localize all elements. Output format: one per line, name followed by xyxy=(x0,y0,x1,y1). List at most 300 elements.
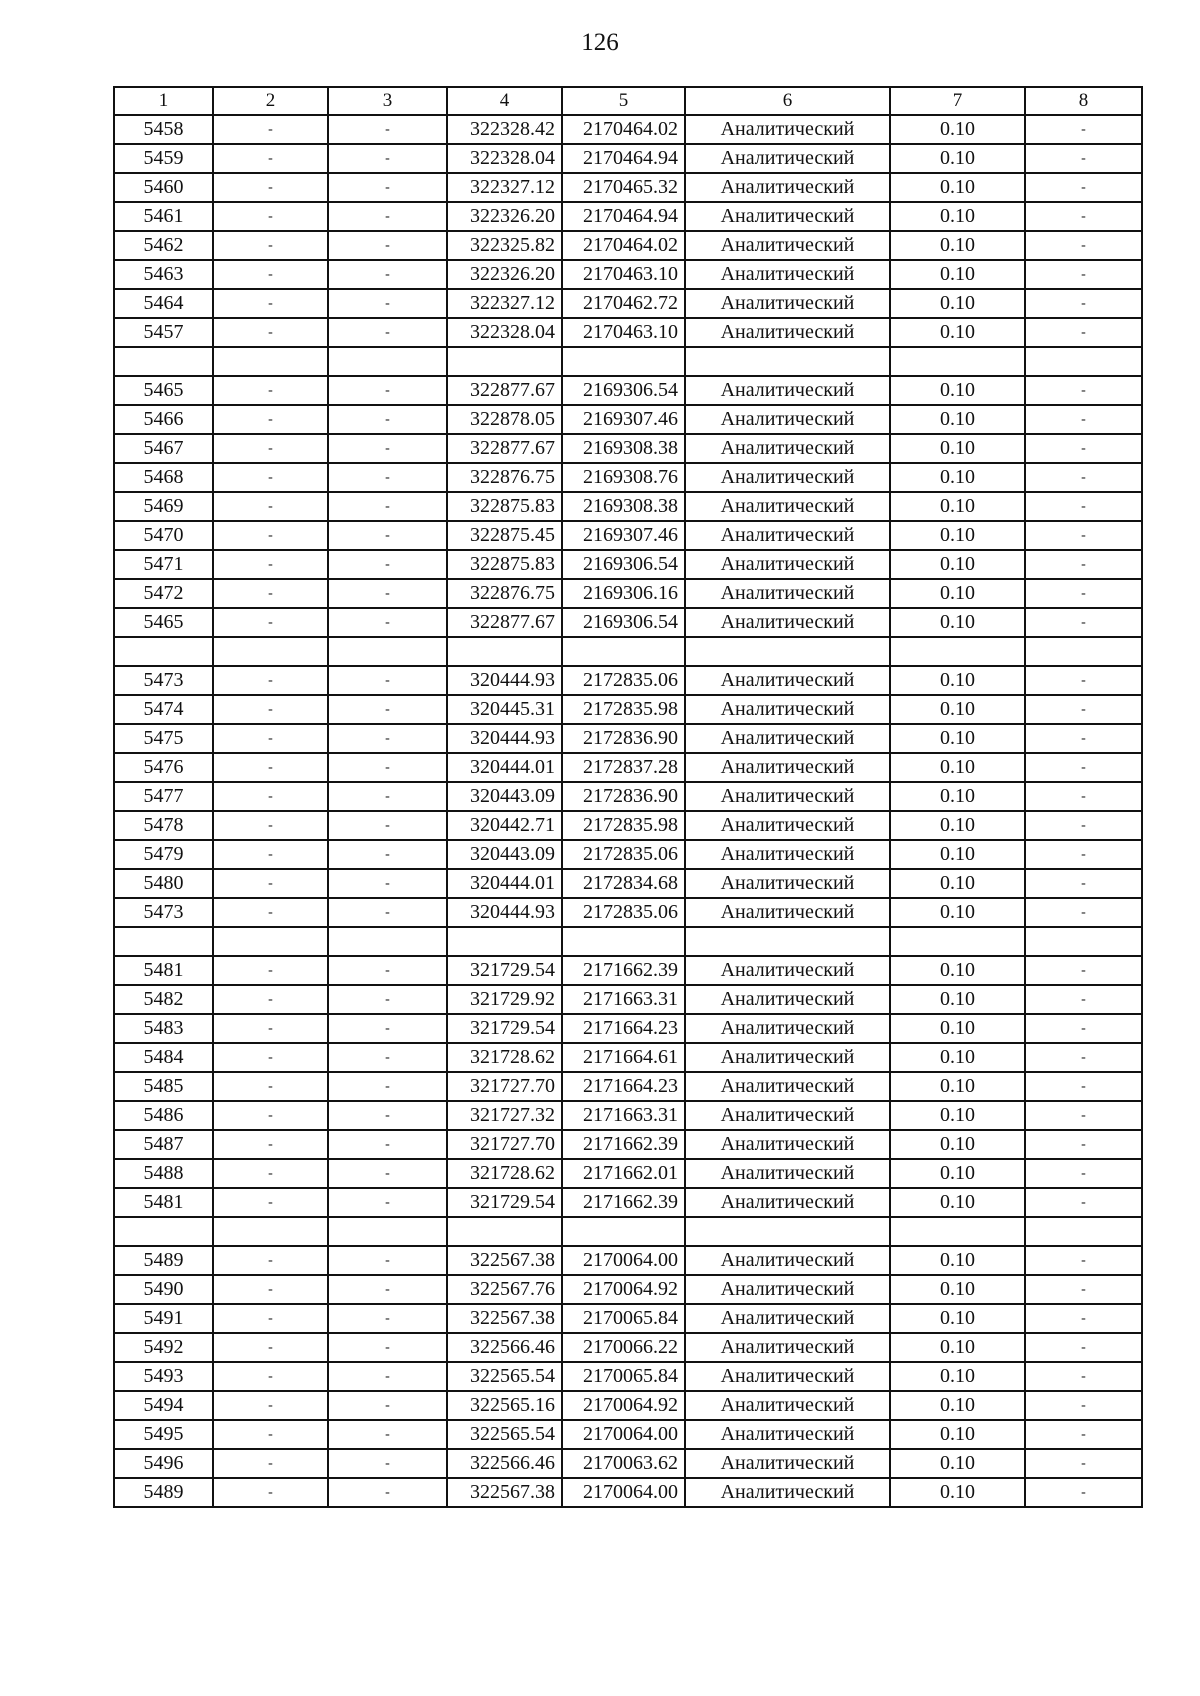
point-number-cell: 5472 xyxy=(114,579,213,608)
point-number-cell: 5473 xyxy=(114,898,213,927)
y-coordinate-cell: 2169308.38 xyxy=(562,434,685,463)
accuracy-cell: 0.10 xyxy=(890,260,1025,289)
empty-cell xyxy=(447,347,562,376)
accuracy-cell: 0.10 xyxy=(890,1478,1025,1507)
method-cell: Аналитический xyxy=(685,666,890,695)
col2-cell: - xyxy=(213,1101,328,1130)
x-coordinate-cell: 322875.45 xyxy=(447,521,562,550)
method-cell: Аналитический xyxy=(685,1275,890,1304)
col8-cell: - xyxy=(1025,434,1142,463)
point-number-cell: 5485 xyxy=(114,1072,213,1101)
y-coordinate-cell: 2170065.84 xyxy=(562,1304,685,1333)
x-coordinate-cell: 322566.46 xyxy=(447,1449,562,1478)
col2-cell: - xyxy=(213,956,328,985)
col2-cell: - xyxy=(213,231,328,260)
col8-cell: - xyxy=(1025,1333,1142,1362)
col3-cell: - xyxy=(328,1188,447,1217)
coordinates-table xyxy=(113,86,1143,1508)
empty-cell xyxy=(685,1217,890,1246)
x-coordinate-cell: 321728.62 xyxy=(447,1043,562,1072)
x-coordinate-cell: 322567.76 xyxy=(447,1275,562,1304)
col3-cell: - xyxy=(328,666,447,695)
column-header: 3 xyxy=(328,87,447,115)
table-row xyxy=(114,1275,1142,1304)
point-number-cell: 5475 xyxy=(114,724,213,753)
col8-cell: - xyxy=(1025,869,1142,898)
empty-cell xyxy=(685,927,890,956)
method-cell: Аналитический xyxy=(685,1391,890,1420)
table-row xyxy=(114,115,1142,144)
y-coordinate-cell: 2171662.01 xyxy=(562,1159,685,1188)
method-cell: Аналитический xyxy=(685,782,890,811)
col3-cell: - xyxy=(328,115,447,144)
method-cell: Аналитический xyxy=(685,898,890,927)
column-header: 4 xyxy=(447,87,562,115)
method-cell: Аналитический xyxy=(685,289,890,318)
y-coordinate-cell: 2171662.39 xyxy=(562,956,685,985)
x-coordinate-cell: 322877.67 xyxy=(447,376,562,405)
x-coordinate-cell: 322327.12 xyxy=(447,173,562,202)
y-coordinate-cell: 2172834.68 xyxy=(562,869,685,898)
y-coordinate-cell: 2169307.46 xyxy=(562,521,685,550)
point-number-cell: 5459 xyxy=(114,144,213,173)
table-row xyxy=(114,666,1142,695)
x-coordinate-cell: 321729.92 xyxy=(447,985,562,1014)
x-coordinate-cell: 321727.32 xyxy=(447,1101,562,1130)
col8-cell: - xyxy=(1025,202,1142,231)
x-coordinate-cell: 320444.93 xyxy=(447,724,562,753)
separator-row xyxy=(114,637,1142,666)
point-number-cell: 5486 xyxy=(114,1101,213,1130)
point-number-cell: 5457 xyxy=(114,318,213,347)
y-coordinate-cell: 2170464.02 xyxy=(562,231,685,260)
col2-cell: - xyxy=(213,811,328,840)
table-row xyxy=(114,1478,1142,1507)
table-row xyxy=(114,1072,1142,1101)
y-coordinate-cell: 2170464.02 xyxy=(562,115,685,144)
col3-cell: - xyxy=(328,1130,447,1159)
col8-cell: - xyxy=(1025,695,1142,724)
method-cell: Аналитический xyxy=(685,1130,890,1159)
method-cell: Аналитический xyxy=(685,1188,890,1217)
col2-cell: - xyxy=(213,115,328,144)
table-row xyxy=(114,695,1142,724)
point-number-cell: 5466 xyxy=(114,405,213,434)
y-coordinate-cell: 2169306.54 xyxy=(562,608,685,637)
accuracy-cell: 0.10 xyxy=(890,1420,1025,1449)
y-coordinate-cell: 2170065.84 xyxy=(562,1362,685,1391)
table-row xyxy=(114,1014,1142,1043)
point-number-cell: 5489 xyxy=(114,1246,213,1275)
table-row xyxy=(114,144,1142,173)
y-coordinate-cell: 2171664.23 xyxy=(562,1072,685,1101)
accuracy-cell: 0.10 xyxy=(890,1304,1025,1333)
point-number-cell: 5476 xyxy=(114,753,213,782)
col2-cell: - xyxy=(213,173,328,202)
accuracy-cell: 0.10 xyxy=(890,985,1025,1014)
method-cell: Аналитический xyxy=(685,115,890,144)
accuracy-cell: 0.10 xyxy=(890,840,1025,869)
y-coordinate-cell: 2170064.00 xyxy=(562,1420,685,1449)
col3-cell: - xyxy=(328,724,447,753)
col3-cell: - xyxy=(328,753,447,782)
y-coordinate-cell: 2169306.16 xyxy=(562,579,685,608)
col3-cell: - xyxy=(328,898,447,927)
point-number-cell: 5469 xyxy=(114,492,213,521)
y-coordinate-cell: 2170064.92 xyxy=(562,1391,685,1420)
empty-cell xyxy=(685,637,890,666)
y-coordinate-cell: 2172835.06 xyxy=(562,898,685,927)
accuracy-cell: 0.10 xyxy=(890,202,1025,231)
col8-cell: - xyxy=(1025,318,1142,347)
x-coordinate-cell: 320444.01 xyxy=(447,753,562,782)
empty-cell xyxy=(447,637,562,666)
table-row xyxy=(114,318,1142,347)
col3-cell: - xyxy=(328,1275,447,1304)
col2-cell: - xyxy=(213,782,328,811)
x-coordinate-cell: 322877.67 xyxy=(447,434,562,463)
col8-cell: - xyxy=(1025,521,1142,550)
x-coordinate-cell: 322878.05 xyxy=(447,405,562,434)
accuracy-cell: 0.10 xyxy=(890,956,1025,985)
accuracy-cell: 0.10 xyxy=(890,144,1025,173)
col8-cell: - xyxy=(1025,231,1142,260)
point-number-cell: 5483 xyxy=(114,1014,213,1043)
col3-cell: - xyxy=(328,695,447,724)
point-number-cell: 5479 xyxy=(114,840,213,869)
y-coordinate-cell: 2169308.76 xyxy=(562,463,685,492)
method-cell: Аналитический xyxy=(685,376,890,405)
accuracy-cell: 0.10 xyxy=(890,173,1025,202)
accuracy-cell: 0.10 xyxy=(890,376,1025,405)
table-row xyxy=(114,1304,1142,1333)
accuracy-cell: 0.10 xyxy=(890,608,1025,637)
accuracy-cell: 0.10 xyxy=(890,1101,1025,1130)
table-row xyxy=(114,782,1142,811)
col8-cell: - xyxy=(1025,1449,1142,1478)
accuracy-cell: 0.10 xyxy=(890,1130,1025,1159)
y-coordinate-cell: 2172837.28 xyxy=(562,753,685,782)
x-coordinate-cell: 322565.16 xyxy=(447,1391,562,1420)
x-coordinate-cell: 321727.70 xyxy=(447,1130,562,1159)
col8-cell: - xyxy=(1025,463,1142,492)
x-coordinate-cell: 320445.31 xyxy=(447,695,562,724)
y-coordinate-cell: 2171664.61 xyxy=(562,1043,685,1072)
col3-cell: - xyxy=(328,1159,447,1188)
col3-cell: - xyxy=(328,608,447,637)
method-cell: Аналитический xyxy=(685,608,890,637)
col2-cell: - xyxy=(213,869,328,898)
x-coordinate-cell: 322328.42 xyxy=(447,115,562,144)
col8-cell: - xyxy=(1025,1072,1142,1101)
col2-cell: - xyxy=(213,608,328,637)
table-row xyxy=(114,1043,1142,1072)
table-row xyxy=(114,1362,1142,1391)
point-number-cell: 5468 xyxy=(114,463,213,492)
accuracy-cell: 0.10 xyxy=(890,811,1025,840)
col8-cell: - xyxy=(1025,1159,1142,1188)
table-body xyxy=(114,87,1142,1507)
method-cell: Аналитический xyxy=(685,434,890,463)
col8-cell: - xyxy=(1025,1101,1142,1130)
y-coordinate-cell: 2171664.23 xyxy=(562,1014,685,1043)
table-row xyxy=(114,956,1142,985)
point-number-cell: 5471 xyxy=(114,550,213,579)
x-coordinate-cell: 322567.38 xyxy=(447,1304,562,1333)
method-cell: Аналитический xyxy=(685,985,890,1014)
empty-cell xyxy=(1025,1217,1142,1246)
col8-cell: - xyxy=(1025,1362,1142,1391)
accuracy-cell: 0.10 xyxy=(890,318,1025,347)
col2-cell: - xyxy=(213,1275,328,1304)
table-row xyxy=(114,753,1142,782)
y-coordinate-cell: 2169308.38 xyxy=(562,492,685,521)
col2-cell: - xyxy=(213,985,328,1014)
point-number-cell: 5474 xyxy=(114,695,213,724)
col8-cell: - xyxy=(1025,289,1142,318)
y-coordinate-cell: 2170464.94 xyxy=(562,144,685,173)
col3-cell: - xyxy=(328,434,447,463)
x-coordinate-cell: 322875.83 xyxy=(447,492,562,521)
table-row xyxy=(114,202,1142,231)
accuracy-cell: 0.10 xyxy=(890,1159,1025,1188)
col3-cell: - xyxy=(328,318,447,347)
method-cell: Аналитический xyxy=(685,1014,890,1043)
accuracy-cell: 0.10 xyxy=(890,1043,1025,1072)
x-coordinate-cell: 322327.12 xyxy=(447,289,562,318)
empty-cell xyxy=(890,347,1025,376)
col3-cell: - xyxy=(328,405,447,434)
empty-cell xyxy=(562,927,685,956)
accuracy-cell: 0.10 xyxy=(890,695,1025,724)
col3-cell: - xyxy=(328,1391,447,1420)
column-header: 2 xyxy=(213,87,328,115)
method-cell: Аналитический xyxy=(685,260,890,289)
x-coordinate-cell: 322326.20 xyxy=(447,260,562,289)
accuracy-cell: 0.10 xyxy=(890,724,1025,753)
y-coordinate-cell: 2170066.22 xyxy=(562,1333,685,1362)
empty-cell xyxy=(328,1217,447,1246)
col3-cell: - xyxy=(328,376,447,405)
method-cell: Аналитический xyxy=(685,1420,890,1449)
col3-cell: - xyxy=(328,202,447,231)
empty-cell xyxy=(890,927,1025,956)
col3-cell: - xyxy=(328,492,447,521)
x-coordinate-cell: 322877.67 xyxy=(447,608,562,637)
method-cell: Аналитический xyxy=(685,811,890,840)
col8-cell: - xyxy=(1025,1014,1142,1043)
method-cell: Аналитический xyxy=(685,695,890,724)
table-row xyxy=(114,231,1142,260)
point-number-cell: 5492 xyxy=(114,1333,213,1362)
col8-cell: - xyxy=(1025,898,1142,927)
method-cell: Аналитический xyxy=(685,869,890,898)
col8-cell: - xyxy=(1025,956,1142,985)
x-coordinate-cell: 322326.20 xyxy=(447,202,562,231)
x-coordinate-cell: 322567.38 xyxy=(447,1246,562,1275)
point-number-cell: 5493 xyxy=(114,1362,213,1391)
table-row xyxy=(114,579,1142,608)
column-header: 1 xyxy=(114,87,213,115)
point-number-cell: 5494 xyxy=(114,1391,213,1420)
table-row xyxy=(114,1333,1142,1362)
accuracy-cell: 0.10 xyxy=(890,231,1025,260)
method-cell: Аналитический xyxy=(685,521,890,550)
table-row xyxy=(114,463,1142,492)
point-number-cell: 5462 xyxy=(114,231,213,260)
method-cell: Аналитический xyxy=(685,1043,890,1072)
col2-cell: - xyxy=(213,1478,328,1507)
col8-cell: - xyxy=(1025,840,1142,869)
method-cell: Аналитический xyxy=(685,1101,890,1130)
y-coordinate-cell: 2169307.46 xyxy=(562,405,685,434)
table-row xyxy=(114,434,1142,463)
col3-cell: - xyxy=(328,579,447,608)
accuracy-cell: 0.10 xyxy=(890,434,1025,463)
col3-cell: - xyxy=(328,1246,447,1275)
point-number-cell: 5460 xyxy=(114,173,213,202)
col8-cell: - xyxy=(1025,724,1142,753)
empty-cell xyxy=(447,1217,562,1246)
x-coordinate-cell: 322875.83 xyxy=(447,550,562,579)
accuracy-cell: 0.10 xyxy=(890,1275,1025,1304)
table-row xyxy=(114,869,1142,898)
col3-cell: - xyxy=(328,521,447,550)
separator-row xyxy=(114,927,1142,956)
col3-cell: - xyxy=(328,289,447,318)
col2-cell: - xyxy=(213,1246,328,1275)
col8-cell: - xyxy=(1025,985,1142,1014)
y-coordinate-cell: 2171662.39 xyxy=(562,1188,685,1217)
y-coordinate-cell: 2171662.39 xyxy=(562,1130,685,1159)
table-row xyxy=(114,1391,1142,1420)
table-row xyxy=(114,840,1142,869)
col2-cell: - xyxy=(213,724,328,753)
point-number-cell: 5461 xyxy=(114,202,213,231)
point-number-cell: 5490 xyxy=(114,1275,213,1304)
accuracy-cell: 0.10 xyxy=(890,1333,1025,1362)
col2-cell: - xyxy=(213,579,328,608)
col8-cell: - xyxy=(1025,1246,1142,1275)
empty-cell xyxy=(447,927,562,956)
y-coordinate-cell: 2170463.10 xyxy=(562,318,685,347)
col3-cell: - xyxy=(328,1449,447,1478)
y-coordinate-cell: 2171663.31 xyxy=(562,1101,685,1130)
col8-cell: - xyxy=(1025,1304,1142,1333)
method-cell: Аналитический xyxy=(685,550,890,579)
y-coordinate-cell: 2170465.32 xyxy=(562,173,685,202)
accuracy-cell: 0.10 xyxy=(890,1449,1025,1478)
point-number-cell: 5465 xyxy=(114,376,213,405)
empty-cell xyxy=(328,637,447,666)
x-coordinate-cell: 322328.04 xyxy=(447,318,562,347)
accuracy-cell: 0.10 xyxy=(890,898,1025,927)
table-row xyxy=(114,521,1142,550)
empty-cell xyxy=(1025,637,1142,666)
accuracy-cell: 0.10 xyxy=(890,289,1025,318)
empty-cell xyxy=(562,637,685,666)
col3-cell: - xyxy=(328,811,447,840)
col3-cell: - xyxy=(328,1420,447,1449)
col2-cell: - xyxy=(213,1449,328,1478)
table-row xyxy=(114,289,1142,318)
point-number-cell: 5467 xyxy=(114,434,213,463)
col8-cell: - xyxy=(1025,1478,1142,1507)
point-number-cell: 5481 xyxy=(114,956,213,985)
col8-cell: - xyxy=(1025,608,1142,637)
column-header: 5 xyxy=(562,87,685,115)
col8-cell: - xyxy=(1025,579,1142,608)
col8-cell: - xyxy=(1025,1391,1142,1420)
table-row xyxy=(114,724,1142,753)
col2-cell: - xyxy=(213,1072,328,1101)
method-cell: Аналитический xyxy=(685,318,890,347)
point-number-cell: 5478 xyxy=(114,811,213,840)
accuracy-cell: 0.10 xyxy=(890,1246,1025,1275)
x-coordinate-cell: 321729.54 xyxy=(447,1188,562,1217)
y-coordinate-cell: 2172835.06 xyxy=(562,840,685,869)
col2-cell: - xyxy=(213,492,328,521)
table-row xyxy=(114,1101,1142,1130)
col2-cell: - xyxy=(213,753,328,782)
point-number-cell: 5488 xyxy=(114,1159,213,1188)
accuracy-cell: 0.10 xyxy=(890,463,1025,492)
col2-cell: - xyxy=(213,840,328,869)
x-coordinate-cell: 322565.54 xyxy=(447,1420,562,1449)
col3-cell: - xyxy=(328,869,447,898)
empty-cell xyxy=(328,927,447,956)
point-number-cell: 5458 xyxy=(114,115,213,144)
point-number-cell: 5491 xyxy=(114,1304,213,1333)
method-cell: Аналитический xyxy=(685,1159,890,1188)
table-row xyxy=(114,550,1142,579)
col2-cell: - xyxy=(213,144,328,173)
accuracy-cell: 0.10 xyxy=(890,521,1025,550)
x-coordinate-cell: 321729.54 xyxy=(447,1014,562,1043)
empty-cell xyxy=(890,637,1025,666)
col3-cell: - xyxy=(328,1478,447,1507)
table-row xyxy=(114,260,1142,289)
y-coordinate-cell: 2172835.98 xyxy=(562,811,685,840)
col3-cell: - xyxy=(328,1362,447,1391)
col2-cell: - xyxy=(213,1159,328,1188)
point-number-cell: 5480 xyxy=(114,869,213,898)
table-row xyxy=(114,1449,1142,1478)
col3-cell: - xyxy=(328,840,447,869)
col2-cell: - xyxy=(213,1391,328,1420)
point-number-cell: 5489 xyxy=(114,1478,213,1507)
col2-cell: - xyxy=(213,376,328,405)
col8-cell: - xyxy=(1025,1420,1142,1449)
x-coordinate-cell: 320444.93 xyxy=(447,898,562,927)
col2-cell: - xyxy=(213,463,328,492)
method-cell: Аналитический xyxy=(685,956,890,985)
empty-cell xyxy=(114,1217,213,1246)
table-row xyxy=(114,405,1142,434)
col2-cell: - xyxy=(213,318,328,347)
col3-cell: - xyxy=(328,1101,447,1130)
table-row xyxy=(114,376,1142,405)
y-coordinate-cell: 2171663.31 xyxy=(562,985,685,1014)
accuracy-cell: 0.10 xyxy=(890,405,1025,434)
col2-cell: - xyxy=(213,1304,328,1333)
x-coordinate-cell: 322566.46 xyxy=(447,1333,562,1362)
point-number-cell: 5484 xyxy=(114,1043,213,1072)
x-coordinate-cell: 322565.54 xyxy=(447,1362,562,1391)
point-number-cell: 5473 xyxy=(114,666,213,695)
column-header: 6 xyxy=(685,87,890,115)
method-cell: Аналитический xyxy=(685,231,890,260)
